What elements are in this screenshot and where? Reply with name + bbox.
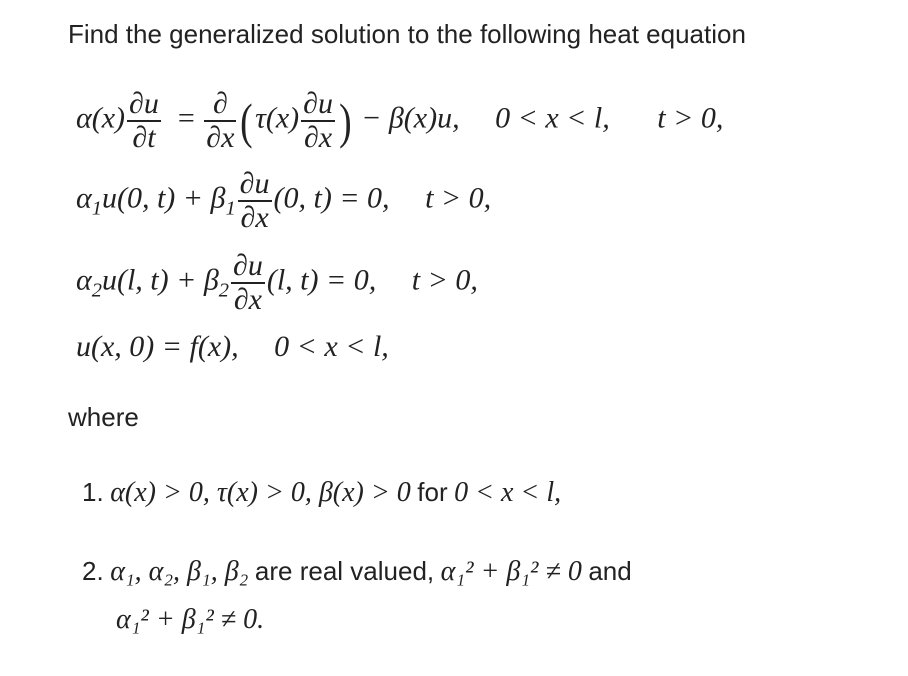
condition-math: α₁² + β₁² ≠ 0 bbox=[440, 556, 582, 587]
left-paren: ( bbox=[240, 92, 254, 149]
alpha-coef: α(x) bbox=[76, 101, 126, 135]
problem-prompt: Find the generalized solution to the following heat equation bbox=[68, 19, 746, 49]
t-domain: t > 0, bbox=[411, 263, 478, 297]
d-dx-fraction: $\frac{\partial}{\partial x}$ bbox=[206, 87, 235, 154]
condition-word: are real valued, bbox=[254, 556, 435, 586]
du-dx-fraction: $\frac{\partial u}{\partial x}$ bbox=[233, 249, 263, 316]
condition-2-continuation: α₁² + β₁² ≠ 0. bbox=[116, 604, 265, 635]
condition-math: α(x) > 0, τ(x) > 0, β(x) > 0 bbox=[110, 477, 411, 508]
list-number: 2. bbox=[82, 556, 104, 586]
x-domain: 0 < x < l, bbox=[274, 330, 389, 363]
condition-word: for bbox=[417, 477, 448, 507]
condition-math: α₁, α₂, β₁, β₂ bbox=[110, 556, 249, 587]
t-domain: t > 0, bbox=[657, 101, 724, 135]
initial-condition: u(x, 0) = f(x), 0 < x < l, bbox=[76, 330, 389, 363]
condition-math: 0 < x < l, bbox=[454, 477, 562, 508]
list-number: 1. bbox=[82, 477, 104, 507]
condition-2 bbox=[82, 556, 632, 588]
du-dx-fraction: $\frac{\partial u}{\partial x}$ bbox=[239, 167, 270, 234]
pde-equation: α(x) $\frac{\partial u}{\partial t}$ = $\frac{\partial}{\partial x}$ (τ(x) $\frac{\partial u}{\partial x}$ ) − β(x)u, 0 < x < l, t > 0, bbox=[76, 87, 724, 154]
du-dt-fraction: $\frac{\partial u}{\partial t}$ bbox=[129, 87, 159, 154]
boundary-condition-right: $\alpha_2u(l$, $t) + \beta_2$ $\frac{\partial u}{\partial x}$ (l, t) = 0, t > 0, bbox=[76, 249, 478, 316]
t-domain: t > 0, bbox=[425, 181, 492, 215]
boundary-condition-left: $\alpha_1u(0$, $t) + \beta_1$ $\frac{\partial u}{\partial x}$ (0, t) = 0, t > 0, bbox=[76, 167, 492, 234]
beta-term: − β(x)u, bbox=[361, 101, 460, 135]
du-dx-fraction: $\frac{\partial u}{\partial x}$ bbox=[303, 87, 333, 154]
condition-1 bbox=[82, 477, 561, 509]
where-label: where bbox=[68, 402, 139, 432]
x-domain: 0 < x < l, bbox=[495, 101, 610, 135]
condition-word: and bbox=[588, 556, 632, 586]
right-paren: ) bbox=[339, 92, 352, 149]
tau-coef: τ(x) bbox=[255, 101, 300, 135]
